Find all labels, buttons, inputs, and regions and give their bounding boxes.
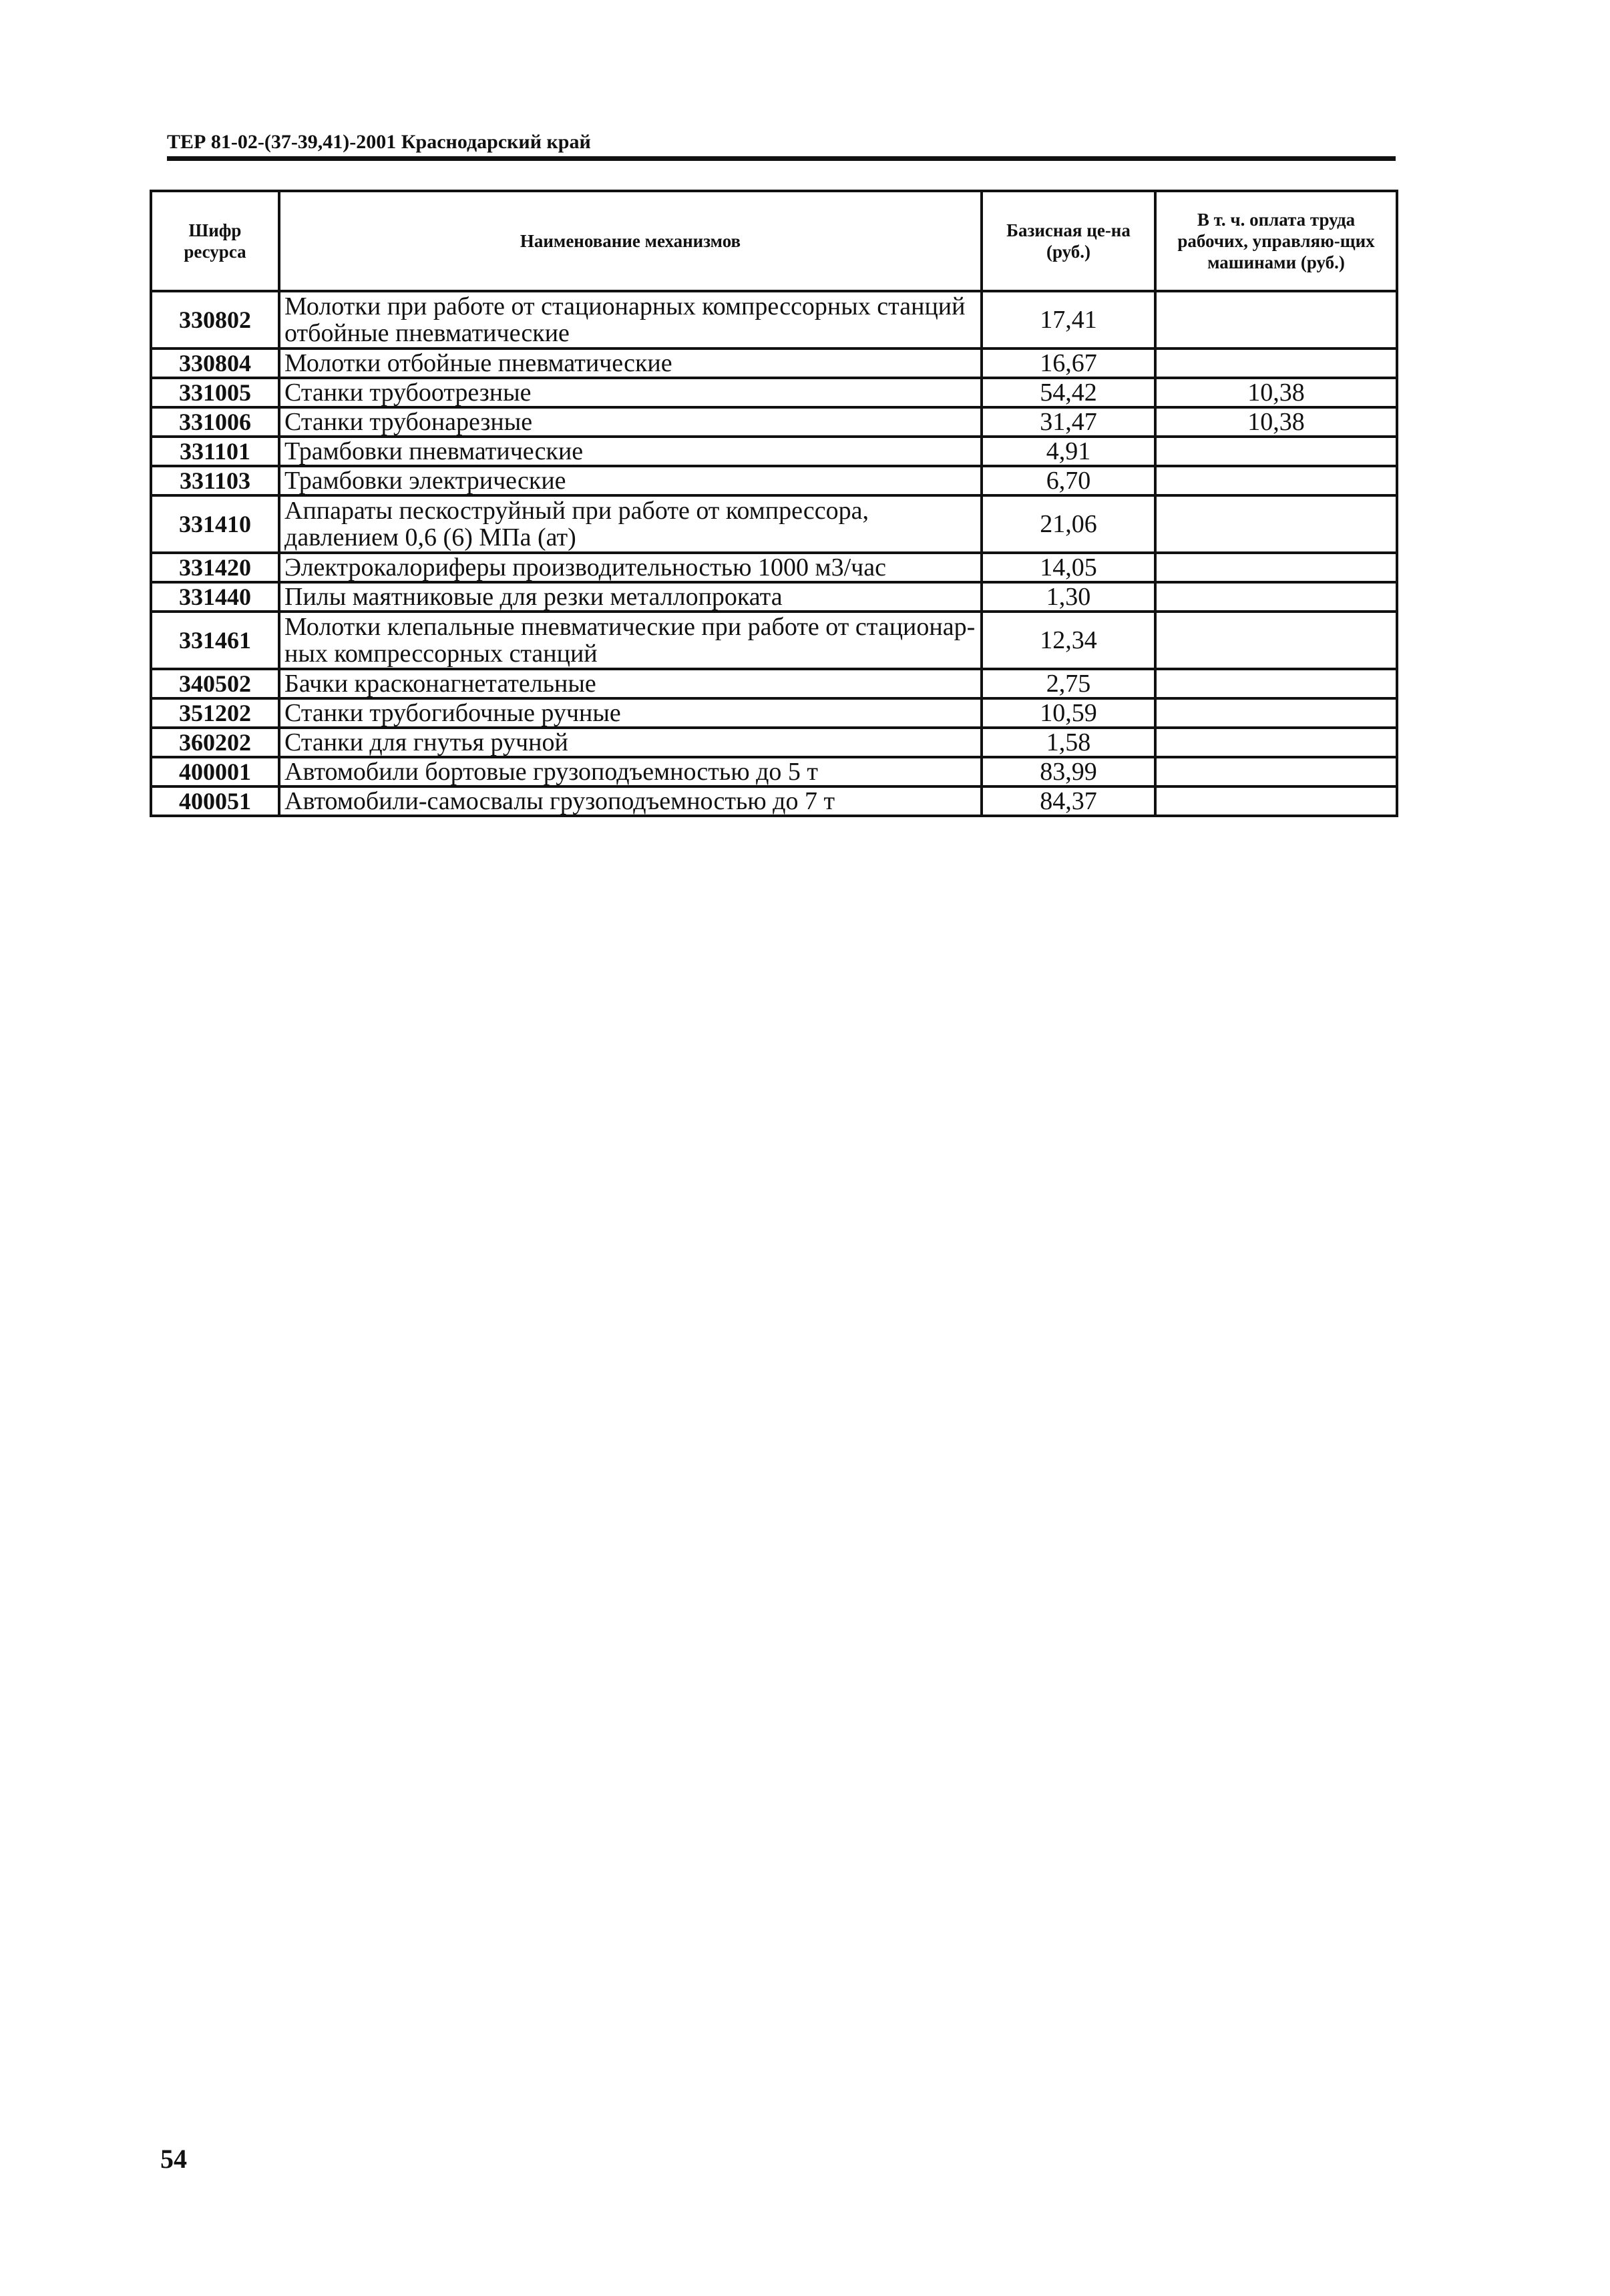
mechanism-name: Пилы маятниковые для резки металлопроката xyxy=(279,582,982,612)
operator-wage xyxy=(1155,553,1397,582)
table-row xyxy=(151,757,1397,786)
resource-code: 330802 xyxy=(151,291,279,349)
base-price: 14,05 xyxy=(982,553,1155,582)
resource-price-table xyxy=(150,190,1398,817)
resource-code: 331103 xyxy=(151,466,279,495)
operator-wage xyxy=(1155,669,1397,698)
table-row xyxy=(151,553,1397,582)
mechanism-name: Молотки клепальные пневматические при работе от стационар-ных компрессорных станций xyxy=(279,612,982,669)
resource-code: 331410 xyxy=(151,495,279,553)
table-row xyxy=(151,612,1397,669)
base-price: 6,70 xyxy=(982,466,1155,495)
base-price: 17,41 xyxy=(982,291,1155,349)
operator-wage xyxy=(1155,786,1397,816)
table-row xyxy=(151,349,1397,378)
table-row xyxy=(151,437,1397,466)
mechanism-name: Станки трубонарезные xyxy=(279,407,982,437)
mechanism-name: Станки для гнутья ручной xyxy=(279,728,982,757)
resource-code: 331461 xyxy=(151,612,279,669)
operator-wage: 10,38 xyxy=(1155,378,1397,407)
operator-wage xyxy=(1155,728,1397,757)
table-row xyxy=(151,582,1397,612)
operator-wage xyxy=(1155,612,1397,669)
operator-wage xyxy=(1155,698,1397,728)
base-price: 1,58 xyxy=(982,728,1155,757)
document-header: ТЕР 81-02-(37-39,41)-2001 Краснодарский край xyxy=(167,131,591,153)
resource-code: 330804 xyxy=(151,349,279,378)
base-price: 16,67 xyxy=(982,349,1155,378)
base-price: 31,47 xyxy=(982,407,1155,437)
resource-code: 331440 xyxy=(151,582,279,612)
resource-code: 340502 xyxy=(151,669,279,698)
column-header-price: Базисная це-на (руб.) xyxy=(982,191,1155,291)
mechanism-name: Бачки красконагнетательные xyxy=(279,669,982,698)
mechanism-name: Молотки отбойные пневматические xyxy=(279,349,982,378)
page-number: 54 xyxy=(160,2144,187,2174)
operator-wage xyxy=(1155,466,1397,495)
resource-code: 400051 xyxy=(151,786,279,816)
mechanism-name: Трамбовки пневматические xyxy=(279,437,982,466)
table-row xyxy=(151,466,1397,495)
mechanism-name: Электрокалориферы производительностью 1000 м3/час xyxy=(279,553,982,582)
base-price: 1,30 xyxy=(982,582,1155,612)
operator-wage xyxy=(1155,495,1397,553)
mechanism-name: Станки трубогибочные ручные xyxy=(279,698,982,728)
table-row xyxy=(151,786,1397,816)
mechanism-name: Автомобили бортовые грузоподъемностью до 5 т xyxy=(279,757,982,786)
table-row xyxy=(151,495,1397,553)
resource-code: 331420 xyxy=(151,553,279,582)
operator-wage: 10,38 xyxy=(1155,407,1397,437)
operator-wage xyxy=(1155,757,1397,786)
resource-code: 351202 xyxy=(151,698,279,728)
base-price: 12,34 xyxy=(982,612,1155,669)
resource-code: 400001 xyxy=(151,757,279,786)
base-price: 84,37 xyxy=(982,786,1155,816)
operator-wage xyxy=(1155,582,1397,612)
table-header-row xyxy=(151,191,1397,291)
column-header-code: Шифр ресурса xyxy=(151,191,279,291)
base-price: 4,91 xyxy=(982,437,1155,466)
base-price: 21,06 xyxy=(982,495,1155,553)
mechanism-name: Станки трубоотрезные xyxy=(279,378,982,407)
table-row xyxy=(151,291,1397,349)
mechanism-name: Молотки при работе от стационарных компрессорных станций отбойные пневматические xyxy=(279,291,982,349)
resource-code: 331101 xyxy=(151,437,279,466)
mechanism-name: Аппараты пескоструйный при работе от компрессора, давлением 0,6 (6) МПа (ат) xyxy=(279,495,982,553)
mechanism-name: Автомобили-самосвалы грузоподъемностью до 7 т xyxy=(279,786,982,816)
table-row xyxy=(151,378,1397,407)
resource-code: 360202 xyxy=(151,728,279,757)
table-row xyxy=(151,728,1397,757)
resource-code: 331006 xyxy=(151,407,279,437)
base-price: 83,99 xyxy=(982,757,1155,786)
header-rule xyxy=(167,156,1396,161)
operator-wage xyxy=(1155,291,1397,349)
base-price: 10,59 xyxy=(982,698,1155,728)
base-price: 54,42 xyxy=(982,378,1155,407)
base-price: 2,75 xyxy=(982,669,1155,698)
column-header-wage: В т. ч. оплата труда рабочих, управляю-щих машинами (руб.) xyxy=(1155,191,1397,291)
operator-wage xyxy=(1155,437,1397,466)
mechanism-name: Трамбовки электрические xyxy=(279,466,982,495)
resource-code: 331005 xyxy=(151,378,279,407)
table-row xyxy=(151,669,1397,698)
operator-wage xyxy=(1155,349,1397,378)
table-row xyxy=(151,407,1397,437)
table-row xyxy=(151,698,1397,728)
column-header-name: Наименование механизмов xyxy=(279,191,982,291)
